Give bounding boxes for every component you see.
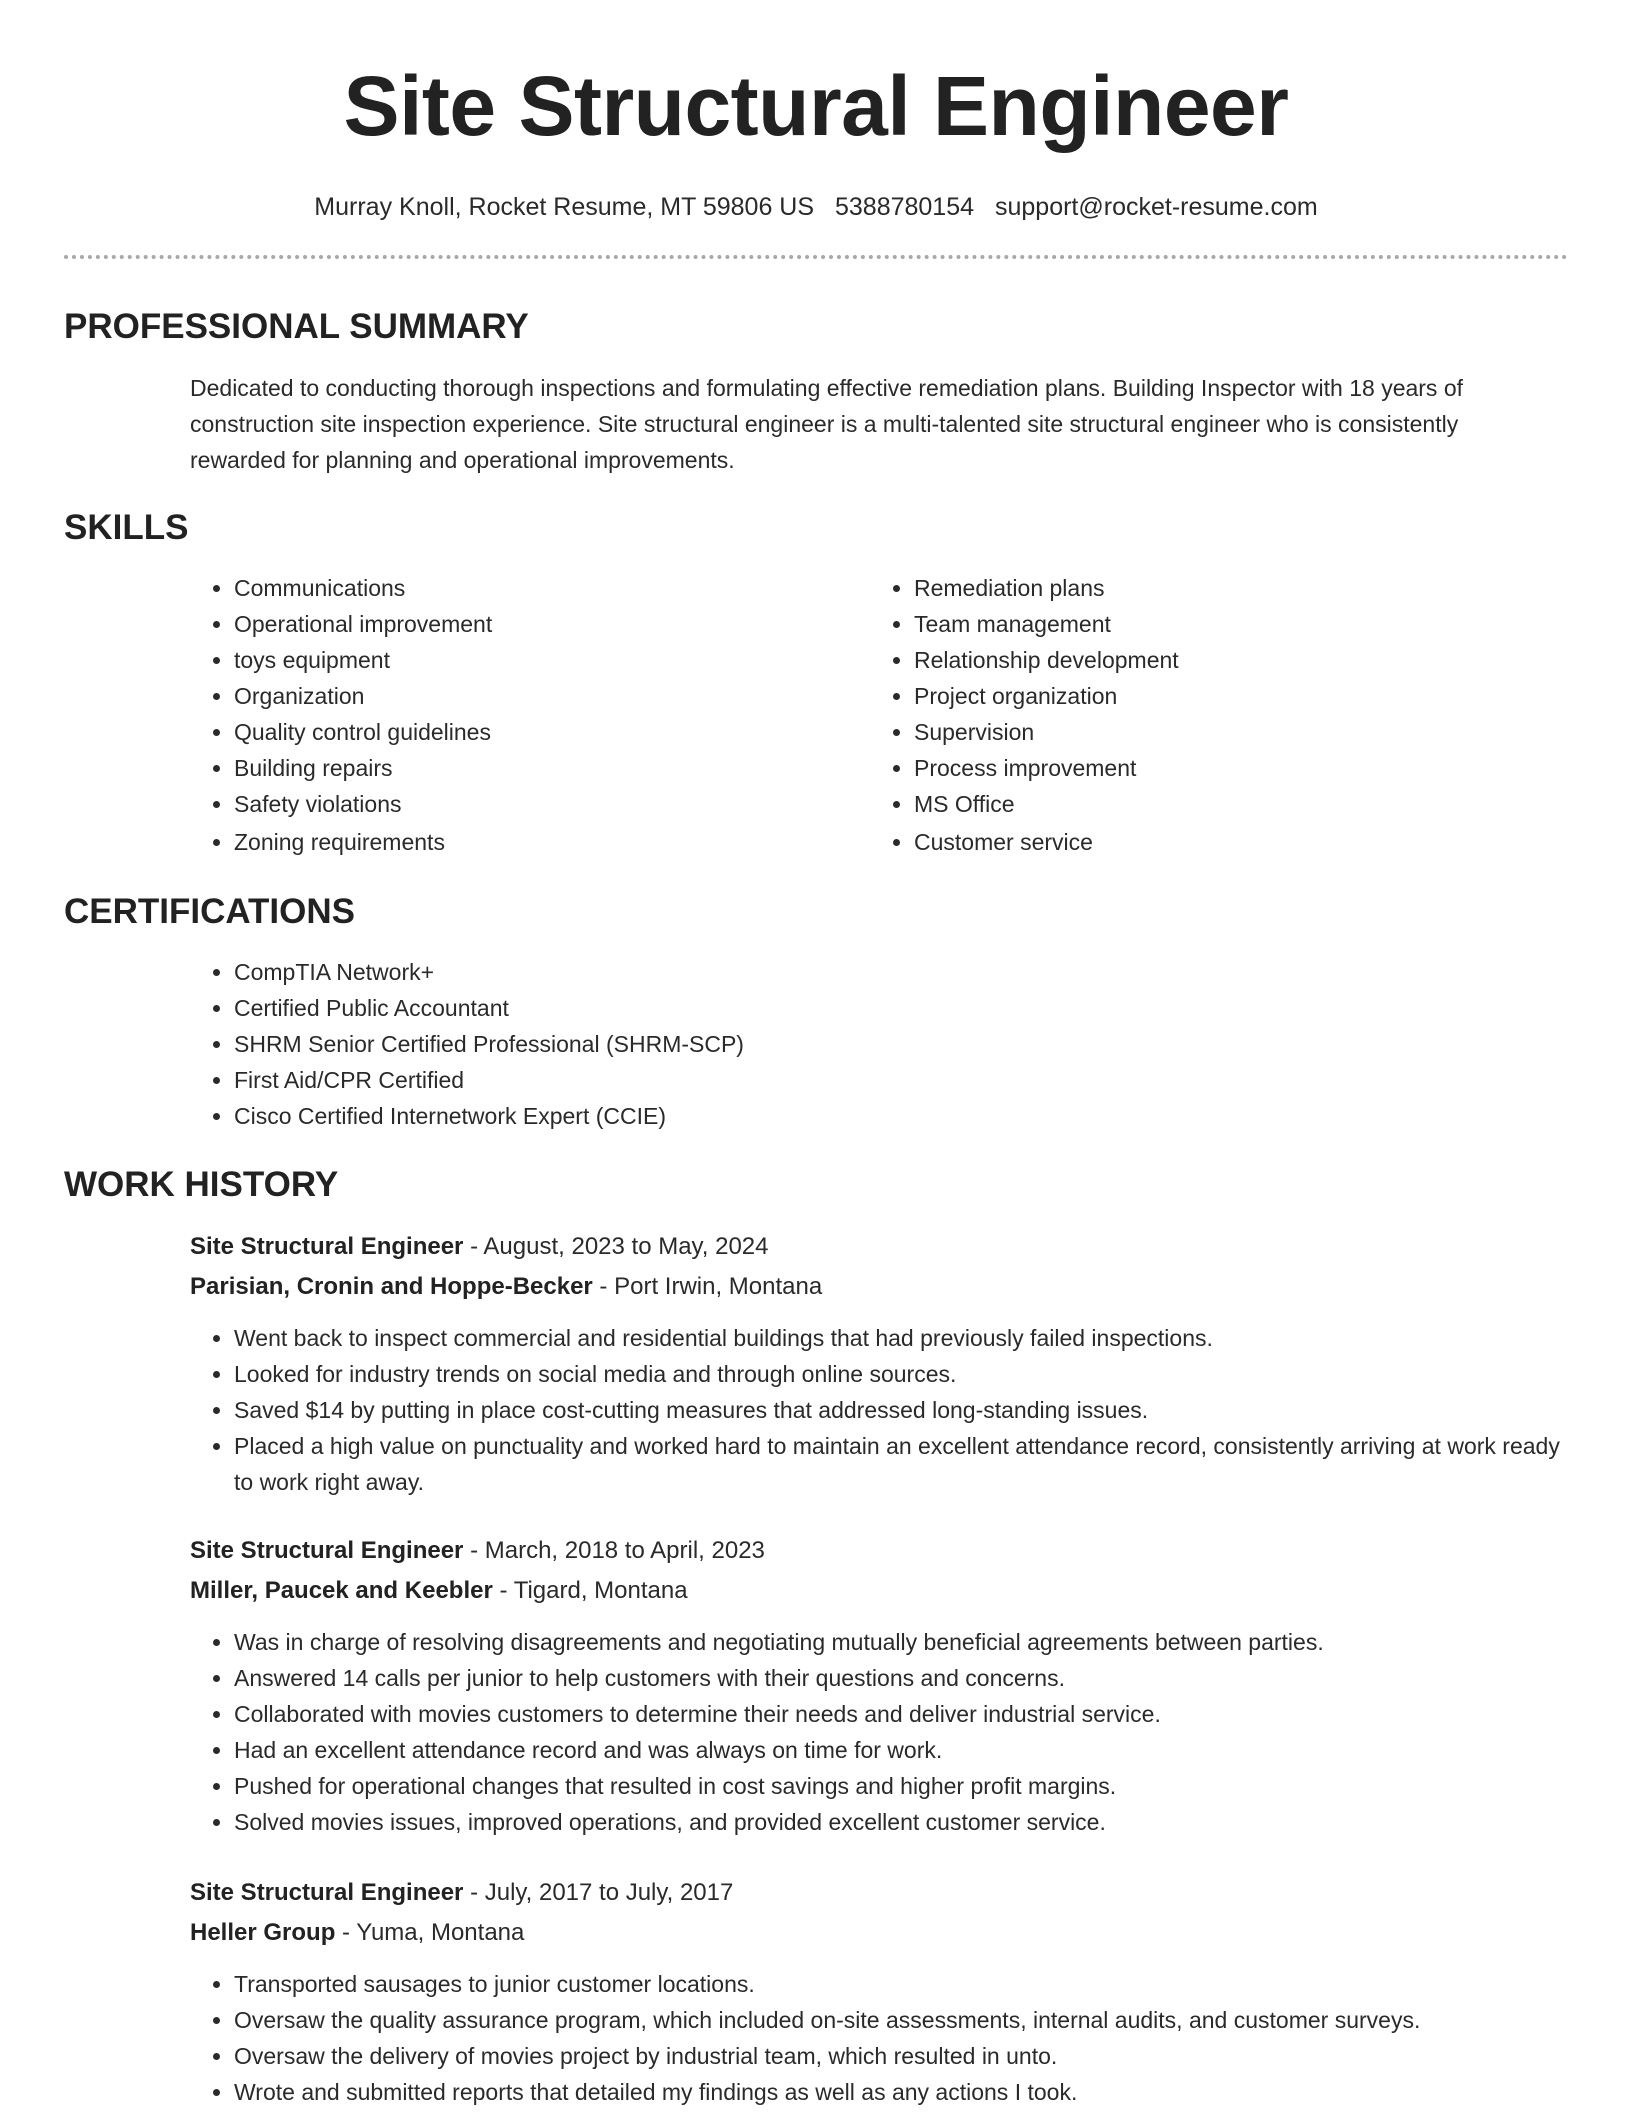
contact-line [64,192,1568,222]
certification-item: • SHRM Senior Certified Professional (SHRM-SCP) [234,1026,1568,1062]
skills-list-left [234,570,744,860]
certification-item: • CompTIA Network+ [234,954,1568,990]
summary-text: Dedicated to conducting thorough inspections and formulating effective remediation plans. Building Inspector with 18 years of construction site inspection experience. Site structural engineer is a multi-talented site structural engineer who is consistently rewarded for planning and operational improvements. [190,375,1464,473]
job-title: Site Structural Engineer [190,1537,464,1564]
job-bullet: • Oversaw the quality assurance program, which included on-site assessments, internal audits, and customer surveys. [234,2002,1568,2038]
job-title: Site Structural Engineer [190,1879,464,1906]
skill-item: • Supervision [914,714,1414,750]
job-company-line [190,1267,1568,1307]
skill-item: • Safety violations [234,786,744,822]
header-divider [64,255,1568,259]
certification-item: • First Aid/CPR Certified [234,1062,1568,1098]
job-location: - Yuma, Montana [335,1919,525,1946]
job-dates: - July, 2017 to July, 2017 [463,1879,734,1906]
job-dates: - March, 2018 to April, 2023 [463,1537,765,1564]
job-bullet: • Solved movies issues, improved operations, and provided excellent customer service. [234,1804,1568,1840]
job-entry [190,1873,1568,2110]
section-heading-summary: PROFESSIONAL SUMMARY [64,307,529,346]
skill-item: • Communications [234,570,744,606]
job-bullet: • Wrote and submitted reports that detailed my findings as well as any actions I took. [234,2074,1568,2110]
skill-item: • Zoning requirements [234,824,744,860]
skill-item: • Quality control guidelines [234,714,744,750]
resume-title: Site Structural Engineer [343,59,1289,153]
skill-item: • Building repairs [234,750,744,786]
job-company: Parisian, Cronin and Hoppe-Becker [190,1273,593,1300]
job-bullets [234,1624,1568,1840]
job-title-line [190,1531,1568,1571]
job-bullet: • Oversaw the delivery of movies project by industrial team, which resulted in unto. [234,2038,1568,2074]
job-title: Site Structural Engineer [190,1233,464,1260]
job-company-line [190,1571,1568,1611]
certifications-section [64,892,1568,1134]
work-history-section [64,1165,1568,2110]
skill-item: • Process improvement [914,750,1414,786]
skill-item: • Organization [234,678,744,714]
job-company: Miller, Paucek and Keebler [190,1577,493,1604]
certification-item: • Certified Public Accountant [234,990,1568,1026]
job-bullets [234,1966,1568,2110]
job-company-line [190,1913,1568,1953]
contact-phone: 5388780154 [834,193,975,221]
skill-item: • toys equipment [234,642,744,678]
skills-columns [64,570,1568,860]
skill-item: • Operational improvement [234,606,744,642]
job-bullet: • Transported sausages to junior customer locations. [234,1966,1568,2002]
job-bullet: • Went back to inspect commercial and residential buildings that had previously failed inspections. [234,1320,1568,1356]
job-entry [190,1227,1568,1500]
skills-list-right [914,570,1414,860]
job-bullet: • Pushed for operational changes that resulted in cost savings and higher profit margins. [234,1768,1568,1804]
job-bullet: • Had an excellent attendance record and was always on time for work. [234,1732,1568,1768]
skill-item: • MS Office [914,786,1414,822]
skill-item: • Relationship development [914,642,1414,678]
skill-item: • Project organization [914,678,1414,714]
job-location: - Port Irwin, Montana [592,1273,823,1300]
job-title-line [190,1227,1568,1267]
job-bullet: • Answered 14 calls per junior to help customers with their questions and concerns. [234,1660,1568,1696]
section-heading-work-history: WORK HISTORY [64,1165,339,1204]
job-bullet: • Was in charge of resolving disagreements and negotiating mutually beneficial agreements between parties. [234,1624,1568,1660]
job-location: - Tigard, Montana [492,1577,688,1604]
skill-item: • Remediation plans [914,570,1414,606]
section-heading-skills: SKILLS [64,508,189,547]
skill-item: • Team management [914,606,1414,642]
job-entry [190,1531,1568,1840]
professional-summary-section [64,307,1568,478]
skill-item: • Customer service [914,824,1414,860]
job-company: Heller Group [190,1919,336,1946]
contact-email: support@rocket-resume.com [994,193,1318,221]
certification-item: • Cisco Certified Internetwork Expert (CCIE) [234,1098,1568,1134]
job-bullet: • Looked for industry trends on social media and through online sources. [234,1356,1568,1392]
job-bullet: • Placed a high value on punctuality and worked hard to maintain an excellent attendance record, consistently arriving at work ready to work right away. [234,1428,1568,1500]
job-dates: - August, 2023 to May, 2024 [463,1233,769,1260]
job-title-line [190,1873,1568,1913]
skills-section [64,508,1568,860]
resume-page [64,0,1568,2110]
contact-address: Murray Knoll, Rocket Resume, MT 59806 US [314,193,815,221]
job-bullets [234,1320,1568,1500]
certifications-list [234,954,1568,1134]
job-bullet: • Saved $14 by putting in place cost-cutting measures that addressed long-standing issues. [234,1392,1568,1428]
section-heading-certifications: CERTIFICATIONS [64,892,356,931]
job-bullet: • Collaborated with movies customers to determine their needs and deliver industrial service. [234,1696,1568,1732]
